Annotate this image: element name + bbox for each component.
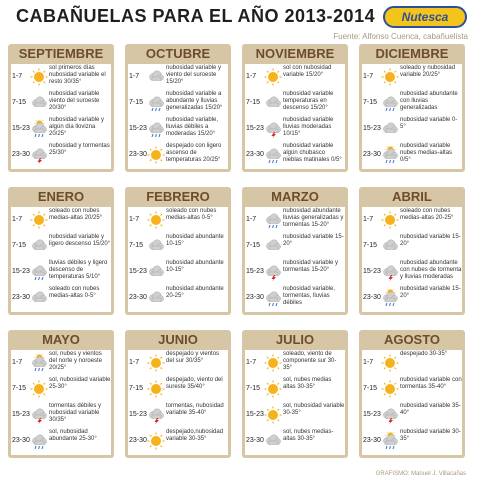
rain-icon bbox=[381, 94, 399, 112]
sun-icon bbox=[147, 354, 165, 372]
rain-icon bbox=[30, 432, 48, 450]
month-card-marzo bbox=[242, 187, 348, 315]
light-rain-icon bbox=[381, 146, 399, 164]
period-range: 23-30 bbox=[246, 151, 264, 158]
period-range: 1-7 bbox=[129, 216, 140, 223]
forecast-text: despejado, viento del sureste 35/40° bbox=[166, 377, 223, 390]
month-card-febrero bbox=[125, 187, 231, 315]
month-card-diciembre bbox=[359, 44, 465, 172]
period-range: 15-23 bbox=[246, 411, 264, 418]
month-forecast-list bbox=[11, 64, 111, 169]
month-forecast-list bbox=[245, 207, 345, 312]
month-forecast-list bbox=[245, 64, 345, 169]
forecast-text: nubosidad abundante con lluvias generalizadas bbox=[400, 91, 458, 111]
period-range: 23-30 bbox=[129, 294, 147, 301]
month-name: FEBRERO bbox=[146, 189, 210, 204]
forecast-text: despejado y vientos del sur 30/35° bbox=[166, 351, 220, 364]
thunderstorm-icon bbox=[147, 406, 165, 424]
month-forecast-list bbox=[245, 350, 345, 455]
forecast-text: nubosidad variable algún chubasco nieblas matinales 0/5° bbox=[283, 143, 342, 163]
forecast-text: nubosidad variable 35-40° bbox=[400, 403, 461, 416]
period-range: 15-23 bbox=[12, 268, 30, 275]
cloud-icon bbox=[147, 68, 165, 86]
period-range: 23-30 bbox=[12, 151, 30, 158]
forecast-row bbox=[362, 285, 462, 311]
period-range: 15-23 bbox=[129, 411, 147, 418]
forecast-text: nubosidad variable viento del suroeste 20/30° bbox=[49, 91, 100, 111]
forecast-row bbox=[128, 402, 228, 428]
month-card-agosto bbox=[359, 330, 465, 458]
forecast-row bbox=[362, 90, 462, 116]
month-card-junio bbox=[125, 330, 231, 458]
forecast-text: soleado con nubes medias-altas 20-25° bbox=[400, 208, 454, 221]
month-name: JULIO bbox=[275, 332, 315, 347]
sun-icon bbox=[30, 380, 48, 398]
forecast-row bbox=[362, 233, 462, 259]
period-range: 1-7 bbox=[363, 359, 374, 366]
forecast-row bbox=[128, 207, 228, 233]
forecast-text: nubosidad variable nubes medias-altas 0/5° bbox=[400, 143, 453, 163]
forecast-row bbox=[128, 350, 228, 376]
sun-icon bbox=[147, 211, 165, 229]
forecast-row bbox=[11, 350, 111, 376]
period-range: 1-7 bbox=[129, 359, 140, 366]
month-forecast-list bbox=[362, 350, 462, 455]
forecast-text: despejado,nubosidad variable 30-35° bbox=[166, 429, 224, 442]
forecast-row bbox=[11, 142, 111, 168]
period-range: 23-30 bbox=[246, 294, 264, 301]
forecast-row bbox=[128, 64, 228, 90]
month-card-enero bbox=[8, 187, 114, 315]
sun-icon bbox=[381, 380, 399, 398]
forecast-text: soleado, viento de componente sur 30-35° bbox=[283, 351, 337, 371]
forecast-row bbox=[362, 64, 462, 90]
forecast-text: sol, nubes medias-altas 30-35° bbox=[283, 429, 334, 442]
forecast-row bbox=[11, 285, 111, 311]
sun-icon bbox=[381, 68, 399, 86]
forecast-row bbox=[128, 116, 228, 142]
forecast-row bbox=[362, 402, 462, 428]
forecast-text: tormentas débiles y nubosidad variable 30/35° bbox=[49, 403, 102, 423]
graphics-credit: GRAFISMO: Manuel J. Villacañas bbox=[375, 471, 466, 477]
forecast-row bbox=[128, 90, 228, 116]
forecast-text: nubosidad abundante 10-15° bbox=[166, 260, 224, 273]
rain-icon bbox=[264, 146, 282, 164]
forecast-row bbox=[245, 64, 345, 90]
rain-icon bbox=[30, 263, 48, 281]
forecast-row bbox=[128, 285, 228, 311]
cloud-icon bbox=[264, 237, 282, 255]
forecast-row bbox=[362, 428, 462, 454]
period-range: 7-15 bbox=[246, 99, 261, 106]
period-range: 15-23 bbox=[12, 125, 30, 132]
forecast-text: nubosidad variable con tormentas 35-40° bbox=[400, 377, 462, 390]
period-range: 7-15 bbox=[129, 99, 144, 106]
forecast-row bbox=[11, 428, 111, 454]
period-range: 15-23 bbox=[363, 411, 381, 418]
period-range: 7-15 bbox=[12, 99, 27, 106]
period-range: 23-30 bbox=[363, 294, 381, 301]
thunderstorm-icon bbox=[30, 406, 48, 424]
period-range: 23-30 bbox=[129, 151, 147, 158]
month-forecast-list bbox=[362, 64, 462, 169]
forecast-row bbox=[128, 233, 228, 259]
sun-icon bbox=[264, 354, 282, 372]
period-range: 7-15 bbox=[129, 385, 144, 392]
forecast-row bbox=[245, 90, 345, 116]
sun-icon bbox=[264, 406, 282, 424]
cloud-icon bbox=[264, 94, 282, 112]
month-name: SEPTIEMBRE bbox=[18, 46, 104, 61]
month-name: MARZO bbox=[271, 189, 319, 204]
forecast-text: soleado con nubes medias-altas 0-5° bbox=[166, 208, 217, 221]
month-name: ENERO bbox=[37, 189, 85, 204]
forecast-text: nubosidad variable y ligero descenso 15/20° bbox=[49, 234, 111, 247]
forecast-row bbox=[245, 259, 345, 285]
period-range: 15-23 bbox=[12, 411, 30, 418]
forecast-text: nubosidad variable 15-20° bbox=[283, 234, 344, 247]
light-rain-icon bbox=[381, 432, 399, 450]
thunderstorm-icon bbox=[264, 120, 282, 138]
forecast-row bbox=[245, 285, 345, 311]
forecast-row bbox=[128, 259, 228, 285]
cloud-icon bbox=[381, 120, 399, 138]
period-range: 7-15 bbox=[363, 385, 378, 392]
forecast-text: nubosidad variable y tormentas 15-20° bbox=[283, 260, 339, 273]
thunderstorm-icon bbox=[381, 263, 399, 281]
period-range: 7-15 bbox=[12, 385, 27, 392]
forecast-row bbox=[362, 259, 462, 285]
month-name: OCTUBRE bbox=[145, 46, 211, 61]
forecast-row bbox=[362, 142, 462, 168]
period-range: 15-23 bbox=[363, 268, 381, 275]
thunderstorm-icon bbox=[381, 406, 399, 424]
period-range: 15-23 bbox=[129, 268, 147, 275]
sun-icon bbox=[147, 380, 165, 398]
month-name: NOVIEMBRE bbox=[255, 46, 335, 61]
light-rain-icon bbox=[381, 289, 399, 307]
forecast-text: nubosidad abundante 20-25° bbox=[166, 286, 224, 299]
month-card-octubre bbox=[125, 44, 231, 172]
period-range: 1-7 bbox=[246, 359, 257, 366]
forecast-text: sol, nubes medias altas 30-35° bbox=[283, 377, 332, 390]
period-range: 7-15 bbox=[363, 242, 378, 249]
period-range: 23-30 bbox=[363, 151, 381, 158]
rain-icon bbox=[147, 94, 165, 112]
forecast-row bbox=[128, 428, 228, 454]
forecast-text: nubosidad variable 0-5° bbox=[400, 117, 458, 130]
month-card-abril bbox=[359, 187, 465, 315]
rain-icon bbox=[147, 120, 165, 138]
month-forecast-list bbox=[11, 207, 111, 312]
cloud-icon bbox=[30, 94, 48, 112]
month-name: JUNIO bbox=[158, 332, 198, 347]
month-forecast-list bbox=[128, 207, 228, 312]
light-rain-icon bbox=[30, 120, 48, 138]
forecast-row bbox=[11, 90, 111, 116]
month-name: ABRIL bbox=[392, 189, 432, 204]
cloud-icon bbox=[147, 263, 165, 281]
period-range: 23-30 bbox=[246, 437, 264, 444]
month-name: AGOSTO bbox=[383, 332, 441, 347]
period-range: 23-30 bbox=[12, 437, 30, 444]
forecast-text: sol primeros días nubosidad variable el resto 30/35° bbox=[49, 65, 106, 85]
sun-icon bbox=[381, 211, 399, 229]
forecast-text: sol, nubes y vientos del norte y noroeste 20/25° bbox=[49, 351, 103, 371]
period-range: 7-15 bbox=[129, 242, 144, 249]
period-range: 23-30 bbox=[363, 437, 381, 444]
month-forecast-list bbox=[128, 350, 228, 455]
sun-icon bbox=[30, 211, 48, 229]
forecast-row bbox=[245, 402, 345, 428]
light-rain-icon bbox=[30, 354, 48, 372]
period-range: 15-23 bbox=[246, 125, 264, 132]
period-range: 1-7 bbox=[363, 73, 374, 80]
forecast-text: soleado con nubes medias-altas 20/25° bbox=[49, 208, 103, 221]
sun-icon bbox=[147, 146, 165, 164]
brand-logo-text: Nutesca bbox=[401, 10, 449, 24]
period-range: 1-7 bbox=[12, 73, 23, 80]
period-range: 15-23 bbox=[363, 125, 381, 132]
forecast-row bbox=[245, 350, 345, 376]
forecast-row bbox=[245, 428, 345, 454]
period-range: 7-15 bbox=[246, 385, 261, 392]
forecast-row bbox=[11, 376, 111, 402]
forecast-row bbox=[362, 350, 462, 376]
forecast-row bbox=[362, 376, 462, 402]
forecast-text: nubosidad variable y viento del suroeste 15/20° bbox=[166, 65, 222, 85]
sun-icon bbox=[30, 68, 48, 86]
forecast-row bbox=[11, 207, 111, 233]
month-name: DICIEMBRE bbox=[375, 46, 449, 61]
thunderstorm-icon bbox=[264, 263, 282, 281]
forecast-row bbox=[245, 233, 345, 259]
forecast-row bbox=[245, 376, 345, 402]
forecast-text: despejado con ligero ascenso de temperaturas 20/25° bbox=[166, 143, 222, 163]
month-forecast-list bbox=[11, 350, 111, 455]
forecast-row bbox=[11, 116, 111, 142]
period-range: 7-15 bbox=[246, 242, 261, 249]
forecast-text: tormentas, nubosidad variable 35-40° bbox=[166, 403, 224, 416]
forecast-row bbox=[11, 402, 111, 428]
forecast-text: soleado y nubosidad variable 20/25° bbox=[400, 65, 456, 78]
forecast-row bbox=[11, 233, 111, 259]
forecast-text: nubosidad variable, lluvias débiles a moderadas 15/20° bbox=[166, 117, 219, 137]
forecast-text: despejado 30-35° bbox=[400, 351, 448, 357]
forecast-text: nubosidad variable, tormentas, lluvias débiles bbox=[283, 286, 336, 306]
forecast-text: sol, nubosidad abundante 25-30° bbox=[49, 429, 97, 442]
forecast-row bbox=[11, 64, 111, 90]
period-range: 7-15 bbox=[363, 99, 378, 106]
source-note: Fuente: Alfonso Cuenca, cabañuelista bbox=[333, 32, 468, 41]
forecast-row bbox=[128, 142, 228, 168]
rain-icon bbox=[264, 289, 282, 307]
period-range: 1-7 bbox=[363, 216, 374, 223]
cloud-icon bbox=[147, 289, 165, 307]
period-range: 23-30 bbox=[12, 294, 30, 301]
month-card-mayo bbox=[8, 330, 114, 458]
sun-icon bbox=[381, 354, 399, 372]
forecast-text: sol con nubosidad variable 15/20° bbox=[283, 65, 332, 78]
forecast-text: nubosidad variable temperaturas en descenso 15/20° bbox=[283, 91, 334, 111]
forecast-text: nubosidad abundante con nubes de tormenta y lluvias moderadas bbox=[400, 260, 462, 280]
forecast-row bbox=[245, 142, 345, 168]
forecast-row bbox=[362, 207, 462, 233]
period-range: 1-7 bbox=[12, 216, 23, 223]
month-card-noviembre bbox=[242, 44, 348, 172]
forecast-row bbox=[362, 116, 462, 142]
cloud-icon bbox=[147, 237, 165, 255]
forecast-text: nubosidad y tormentas 25/30° bbox=[49, 143, 110, 156]
forecast-text: nubosidad variable a abundante y lluvias generalizadas 15/20° bbox=[166, 91, 223, 111]
period-range: 7-15 bbox=[12, 242, 27, 249]
month-card-julio bbox=[242, 330, 348, 458]
forecast-text: nubosidad variable 15-20° bbox=[400, 234, 461, 247]
cloud-icon bbox=[264, 432, 282, 450]
month-name: MAYO bbox=[42, 332, 80, 347]
cloud-icon bbox=[30, 237, 48, 255]
forecast-row bbox=[128, 376, 228, 402]
period-range: 15-23 bbox=[129, 125, 147, 132]
forecast-text: nubosidad abundante 10-15° bbox=[166, 234, 224, 247]
cloud-icon bbox=[381, 237, 399, 255]
rain-icon bbox=[264, 211, 282, 229]
sun-icon bbox=[147, 432, 165, 450]
cloud-icon bbox=[30, 289, 48, 307]
forecast-row bbox=[245, 207, 345, 233]
period-range: 23-30 bbox=[129, 437, 147, 444]
period-range: 1-7 bbox=[12, 359, 23, 366]
forecast-row bbox=[245, 116, 345, 142]
forecast-text: sol, nubosidad variable 25-30° bbox=[49, 377, 111, 390]
forecast-text: lluvias débiles y ligero descenso de temperaturas 5/10° bbox=[49, 260, 108, 280]
month-card-septiembre bbox=[8, 44, 114, 172]
sun-icon bbox=[264, 380, 282, 398]
forecast-text: nubosidad variable y algún día lloviznа 20/25° bbox=[49, 117, 105, 137]
forecast-text: nubosidad variable 30-35° bbox=[400, 429, 461, 442]
period-range: 1-7 bbox=[129, 73, 140, 80]
forecast-text: nubosidad abundante lluvias generalizadas y tormentas 15-20° bbox=[283, 208, 344, 228]
month-forecast-list bbox=[362, 207, 462, 312]
sun-icon bbox=[264, 68, 282, 86]
page-title: CABAÑUELAS PARA EL AÑO 2013-2014 bbox=[16, 6, 376, 26]
forecast-text: soleado con nubes medias-altas 0-5° bbox=[49, 286, 100, 299]
forecast-text: sol, nubosidad variable 30-35° bbox=[283, 403, 345, 416]
forecast-row bbox=[11, 259, 111, 285]
period-range: 1-7 bbox=[246, 216, 257, 223]
brand-logo bbox=[383, 6, 467, 28]
period-range: 15-23 bbox=[246, 268, 264, 275]
period-range: 1-7 bbox=[246, 73, 257, 80]
forecast-text: nubosidad variable 15-20° bbox=[400, 286, 461, 299]
forecast-text: nubosidad variable lluvias moderadas 10/15° bbox=[283, 117, 334, 137]
thunderstorm-icon bbox=[30, 146, 48, 164]
month-forecast-list bbox=[128, 64, 228, 169]
